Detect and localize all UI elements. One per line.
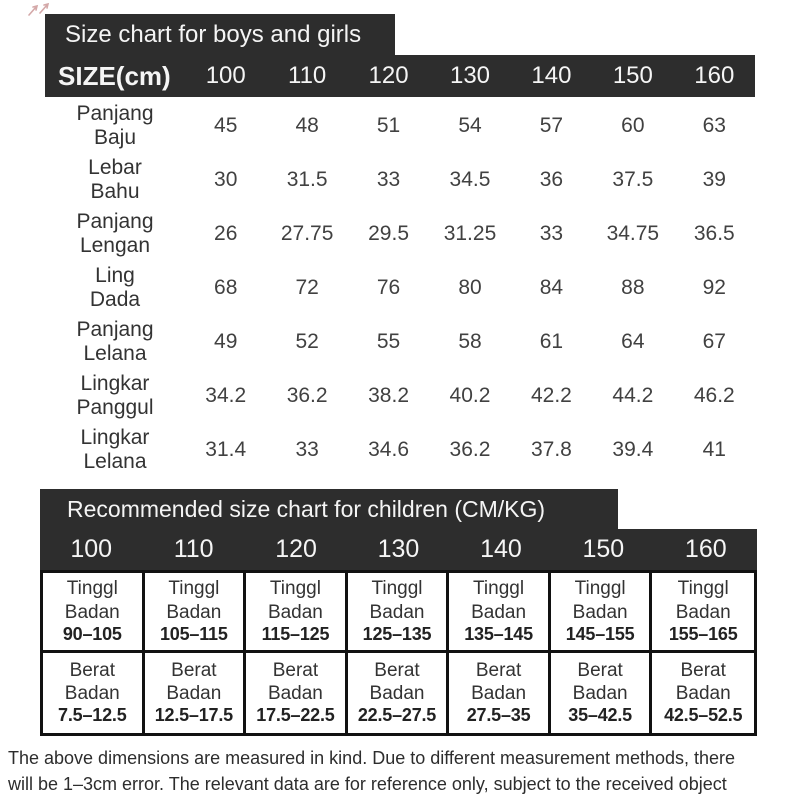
cell-range: 12.5–17.5: [154, 705, 233, 726]
measurement-value: 36.5: [693, 222, 735, 245]
measurement-value: 55: [376, 330, 401, 353]
height-cell: [348, 573, 450, 653]
cell-label-line2: Badan: [166, 683, 222, 705]
measurement-value: 36.2: [286, 384, 328, 407]
measurement-value: 34.5: [449, 168, 491, 191]
measurement-value: 58: [458, 330, 482, 353]
cell-label-line1: Berat: [577, 659, 623, 681]
measurement-grid: [45, 99, 755, 477]
weight-cell: [449, 653, 551, 733]
cell-range: 27.5–35: [466, 705, 531, 726]
weight-cell: [551, 653, 653, 733]
size-header-160: 160: [694, 62, 735, 89]
measurement-value: 68: [214, 276, 238, 299]
measurement-value: 34.75: [606, 222, 660, 245]
measurement-value: 31.4: [205, 438, 247, 461]
cell-range: 105–115: [160, 623, 228, 644]
cell-label-line2: Badan: [572, 601, 628, 623]
measurement-value: 39: [702, 168, 726, 191]
row-label: [45, 264, 185, 311]
height-cell: [145, 573, 247, 653]
section1-title-bar: Size chart for boys and girls: [45, 14, 395, 55]
measurement-row: [45, 99, 755, 153]
row-label: [45, 318, 185, 365]
cell-label-line1: Berat: [475, 659, 522, 681]
measurement-value: 88: [621, 276, 645, 299]
weight-cell: [43, 653, 145, 733]
measurement-value: 33: [295, 438, 319, 461]
row-label: [45, 210, 185, 257]
cell-range: 42.5–52.5: [664, 705, 743, 726]
rec-size-150: 150: [582, 535, 625, 563]
measurement-value: 30: [214, 168, 238, 191]
cell-label-line2: Badan: [369, 601, 425, 623]
cell-label-line2: Badan: [675, 601, 731, 623]
disclaimer-line-1: The above dimensions are measured in kind. Due to different measurement methods, there: [8, 748, 736, 768]
cell-label-line2: Badan: [675, 683, 731, 705]
measurement-value: 38.2: [368, 384, 409, 407]
row-label-line2: Lelana: [83, 450, 147, 473]
cell-label-line1: Tinggl: [168, 578, 220, 600]
rec-size-140: 140: [480, 535, 522, 563]
height-cell: [449, 573, 551, 653]
measurement-value: 52: [295, 330, 319, 353]
measurement-value: 34.2: [205, 384, 247, 407]
cell-range: 145–155: [565, 623, 635, 644]
size-header-100: 100: [205, 62, 246, 89]
measurement-value: 67: [702, 330, 726, 353]
weight-cell: [145, 653, 247, 733]
cell-label-line2: Badan: [572, 683, 628, 705]
measurement-value: 44.2: [612, 384, 654, 407]
measurement-value: 33: [376, 168, 401, 191]
measurement-value: 49: [214, 330, 238, 353]
weight-cell: [246, 653, 348, 733]
size-header-150: 150: [612, 62, 653, 89]
cell-label-line1: Tinggl: [473, 578, 525, 600]
cell-label-line1: Tinggl: [66, 578, 118, 600]
row-label: [45, 102, 185, 149]
height-cell: [652, 573, 754, 653]
cell-label-line2: Badan: [471, 601, 527, 623]
measurement-value: 33: [539, 222, 564, 245]
height-cell: [246, 573, 348, 653]
rec-size-160: 160: [684, 535, 727, 563]
measurement-value: 34.6: [368, 438, 409, 461]
rec-size-row: [40, 529, 757, 570]
height-cell: [43, 573, 145, 653]
row-label-line1: Panjang: [76, 102, 154, 126]
measurement-row: [45, 423, 755, 477]
row-label-line2: Lelana: [83, 342, 147, 365]
measurement-value: 84: [539, 276, 564, 299]
measurement-value: 76: [376, 276, 401, 299]
measurement-value: 54: [458, 114, 482, 137]
weight-cell: [652, 653, 754, 733]
cell-range: 155–165: [668, 623, 738, 644]
measurement-value: 31.5: [286, 168, 328, 191]
row-label: [45, 372, 185, 419]
rec-table: [40, 570, 757, 736]
measurement-value: 31.25: [443, 222, 497, 245]
measurement-value: 37.8: [530, 438, 572, 461]
size-cm-label: SIZE(cm): [58, 60, 171, 91]
measurement-value: 60: [621, 114, 645, 137]
cell-label-line1: Berat: [680, 659, 726, 681]
row-label-line2: Panggul: [76, 396, 154, 419]
cell-label-line1: Berat: [171, 659, 217, 681]
measurement-value: 51: [376, 114, 401, 137]
measurement-value: 41: [702, 438, 726, 461]
row-label-line2: Baju: [93, 126, 137, 149]
rec-size-100: 100: [70, 535, 113, 563]
cell-label-line2: Badan: [267, 601, 323, 623]
measurement-value: 92: [702, 276, 726, 299]
row-label-line2: Dada: [89, 288, 141, 311]
measurement-row: [45, 207, 755, 261]
measurement-value: 57: [539, 114, 564, 137]
cell-range: 7.5–12.5: [58, 705, 127, 726]
measurement-value: 26: [214, 222, 238, 245]
measurement-row: [45, 261, 755, 315]
measurement-value: 46.2: [693, 384, 735, 407]
row-label-line1: Panjang: [76, 318, 154, 342]
row-label-line1: Ling: [95, 264, 135, 288]
measurement-row: [45, 315, 755, 369]
measurement-value: 45: [214, 114, 238, 137]
cell-range: 135–145: [464, 623, 533, 644]
measurement-value: 40.2: [449, 384, 491, 407]
rec-size-130: 130: [377, 535, 420, 563]
cell-label-line2: Badan: [64, 601, 120, 623]
measurement-value: 63: [702, 114, 726, 137]
cell-label-line1: Berat: [374, 659, 420, 681]
row-label-line2: Lengan: [79, 234, 151, 257]
measurement-value: 80: [458, 276, 482, 299]
cell-label-line2: Badan: [471, 683, 527, 705]
cell-label-line2: Badan: [369, 683, 425, 705]
measurement-value: 37.5: [612, 168, 654, 191]
disclaimer-line-2: will be 1–3cm error. The relevant data are for reference only, subject to the received object: [8, 774, 727, 795]
cell-label-line1: Berat: [272, 659, 319, 681]
size-header-140: 140: [531, 62, 572, 89]
cell-range: 115–125: [261, 623, 330, 644]
size-header-bar: [45, 55, 755, 97]
row-label: [45, 156, 185, 203]
cell-range: 90–105: [62, 623, 122, 644]
row-label-line1: Lingkar: [80, 372, 150, 396]
size-header-110: 110: [288, 62, 327, 89]
measurement-row: [45, 369, 755, 423]
cell-label-line2: Badan: [267, 683, 323, 705]
measurement-value: 42.2: [530, 384, 572, 407]
row-label-line1: Lebar: [88, 156, 142, 180]
cell-range: 35–42.5: [568, 705, 632, 726]
measurement-value: 27.75: [280, 222, 334, 245]
rec-size-120: 120: [275, 535, 317, 563]
cell-label-line1: Tinggl: [269, 578, 321, 600]
corner-scribble-mark: [26, 2, 52, 18]
measurement-value: 39.4: [612, 438, 654, 461]
row-label-line1: Lingkar: [80, 426, 150, 450]
section2-title-bar: Recommended size chart for children (CM/KG): [40, 489, 618, 529]
cell-label-line1: Berat: [69, 659, 115, 681]
cell-range: 22.5–27.5: [357, 705, 437, 726]
row-label-line1: Panjang: [76, 210, 154, 234]
cell-label-line1: Tinggl: [677, 578, 729, 600]
cell-label-line2: Badan: [166, 601, 222, 623]
size-header-120: 120: [368, 62, 409, 89]
height-cell: [551, 573, 653, 653]
disclaimer-text: [8, 745, 800, 797]
measurement-value: 36: [539, 168, 564, 191]
measurement-value: 61: [539, 330, 564, 353]
measurement-row: [45, 153, 755, 207]
measurement-value: 29.5: [368, 222, 409, 245]
measurement-value: 48: [295, 114, 319, 137]
row-label-line2: Bahu: [90, 180, 140, 203]
cell-range: 17.5–22.5: [256, 705, 335, 726]
cell-range: 125–135: [362, 623, 432, 644]
weight-cell: [348, 653, 450, 733]
cell-label-line2: Badan: [64, 683, 120, 705]
measurement-value: 72: [295, 276, 319, 299]
rec-size-110: 110: [173, 535, 214, 563]
row-label: [45, 426, 185, 473]
size-header-130: 130: [449, 62, 491, 89]
cell-label-line1: Tinggl: [371, 578, 423, 600]
cell-label-line1: Tinggl: [574, 578, 626, 600]
measurement-value: 64: [621, 330, 645, 353]
measurement-value: 36.2: [449, 438, 491, 461]
